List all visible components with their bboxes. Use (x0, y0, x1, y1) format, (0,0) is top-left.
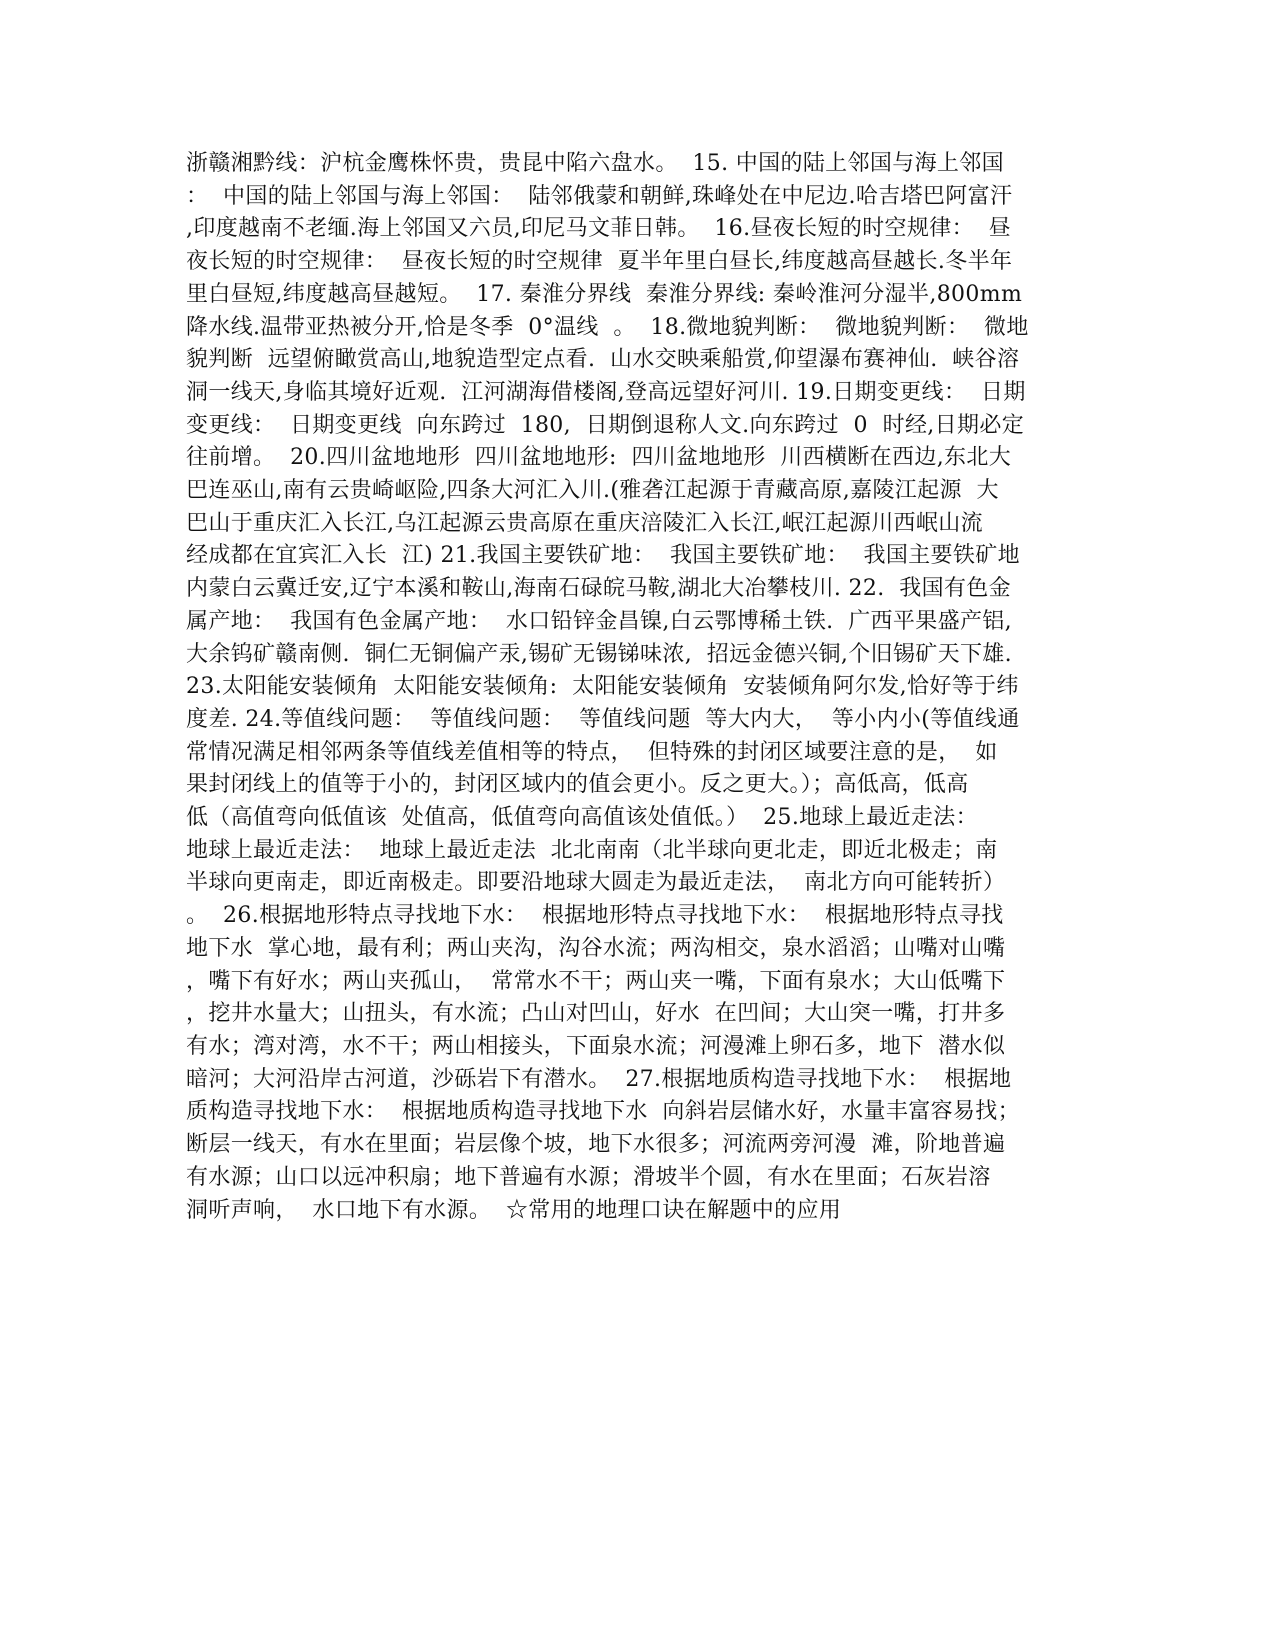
text-line: 地下水 掌心地，最有利；两山夹沟，沟谷水流；两沟相交，泉水滔滔；山嘴对山嘴 (186, 935, 1006, 961)
text-line: 果封闭线上的值等于小的，封闭区域内的值会更小。反之更大。）；高低高，低高 (186, 772, 969, 798)
text-line: 貌判断 远望俯瞰赏高山,地貌造型定点看. 山水交映乘船赏,仰望瀑布赛神仙. 峡谷溶 (186, 347, 1020, 373)
text-line: ，挖井水量大；山扭头，有水流；凸山对凹山，好水 在凹间；大山突一嘴，打井多 (186, 1001, 1006, 1027)
text-line: 大余钨矿赣南侧. 铜仁无铜偏产汞,锡矿无锡锑味浓, 招远金德兴铜,个旧锡矿天下雄. (186, 641, 1012, 667)
text-line: 往前增。 20.四川盆地地形 四川盆地地形: 四川盆地地形 川西横断在西边,东北大 (186, 445, 1012, 471)
text-line: 断层一线天，有水在里面；岩层像个坡，地下水很多；河流两旁河漫 滩，阶地普遍 (186, 1132, 1006, 1158)
text-line: 有水源；山口以远冲积扇；地下普遍有水源；滑坡半个圆，有水在里面；石灰岩溶 (186, 1164, 991, 1190)
text-line: 夜长短的时空规律： 昼夜长短的时空规律 夏半年里白昼长,纬度越高昼越长.冬半年 (186, 249, 1013, 275)
text-line: 半球向更南走，即近南极走。即要沿地球大圆走为最近走法， 南北方向可能转折） (186, 870, 1006, 896)
text-line: 有水；湾对湾，水不干；两山相接头，下面泉水流；河漫滩上卵石多，地下 潜水似 (186, 1033, 1006, 1059)
text-line: 巴山于重庆汇入长江,乌江起源云贵高原在重庆涪陵汇入长江,岷江起源川西岷山流 (186, 510, 983, 536)
text-line: 属产地： 我国有色金属产地： 水口铅锌金昌镍,白云鄂博稀土铁. 广西平果盛产铝, (186, 608, 1012, 634)
text-line: ，嘴下有好水；两山夹孤山， 常常水不干；两山夹一嘴，下面有泉水；大山低嘴下 (186, 968, 1006, 994)
text-line: 浙赣湘黔线：沪杭金鹰株怀贵，贵昆中陷六盘水。 15. 中国的陆上邻国与海上邻国 (186, 151, 1004, 176)
text-line: 里白昼短,纬度越高昼越短。 17. 秦淮分界线 秦淮分界线: 秦岭淮河分湿半,800mm (186, 281, 1023, 307)
text-line: 地球上最近走法： 地球上最近走法 北北南南（北半球向更北走，即近北极走；南 (186, 837, 998, 863)
text-line: 23.太阳能安装倾角 太阳能安装倾角: 太阳能安装倾角 安装倾角阿尔发,恰好等于纬 (186, 674, 1019, 700)
text-line: 。 26.根据地形特点寻找地下水： 根据地形特点寻找地下水： 根据地形特点寻找 (186, 903, 1004, 929)
text-line: 经成都在宜宾汇入长 江) 21.我国主要铁矿地： 我国主要铁矿地： 我国主要铁矿地 (186, 543, 1020, 569)
text-line: 低（高值弯向低值该 处值高，低值弯向高值该处值低。） 25.地球上最近走法： (186, 805, 978, 831)
text-line: 巴连巫山,南有云贵崎岖险,四条大河汇入川.(雅砻江起源于青藏高原,嘉陵江起源 大 (186, 478, 999, 504)
text-line: 常情况满足相邻两条等值线差值相等的特点， 但特殊的封闭区域要注意的是， 如 (186, 739, 998, 765)
text-line: 质构造寻找地下水： 根据地质构造寻找地下水 向斜岩层储水好，水量丰富容易找； (186, 1099, 1020, 1125)
text-line: 洞听声响， 水口地下有水源。 ☆常用的地理口诀在解题中的应用 (186, 1197, 842, 1223)
text-line: 变更线： 日期变更线 向东跨过 180, 日期倒退称人文.向东跨过 0 时经,日期必定 (186, 412, 1025, 438)
text-line: 降水线.温带亚热被分开,恰是冬季 0°温线 。 18.微地貌判断： 微地貌判断： 微地 (186, 314, 1029, 340)
text-line: 内蒙白云冀迁安,辽宁本溪和鞍山,海南石碌皖马鞍,湖北大冶攀枝川. 22. 我国有色金 (186, 576, 1011, 602)
body-text (186, 148, 1086, 1227)
text-line: ,印度越南不老缅.海上邻国又六员,印尼马文菲日韩。 16.昼夜长短的时空规律： 昼 (186, 216, 1011, 242)
text-line: 度差. 24.等值线问题： 等值线问题： 等值线问题 等大内大， 等小内小(等值线通 (186, 706, 1020, 732)
text-line: ： 中国的陆上邻国与海上邻国： 陆邻俄蒙和朝鲜,珠峰处在中尼边.哈吉塔巴阿富汗 (186, 183, 1013, 209)
text-line: 洞一线天,身临其境好近观. 江河湖海借楼阁,登高远望好河川. 19.日期变更线： 日期 (186, 379, 1026, 405)
text-line: 暗河；大河沿岸古河道，沙砾岩下有潜水。 27.根据地质构造寻找地下水： 根据地 (186, 1066, 1012, 1092)
